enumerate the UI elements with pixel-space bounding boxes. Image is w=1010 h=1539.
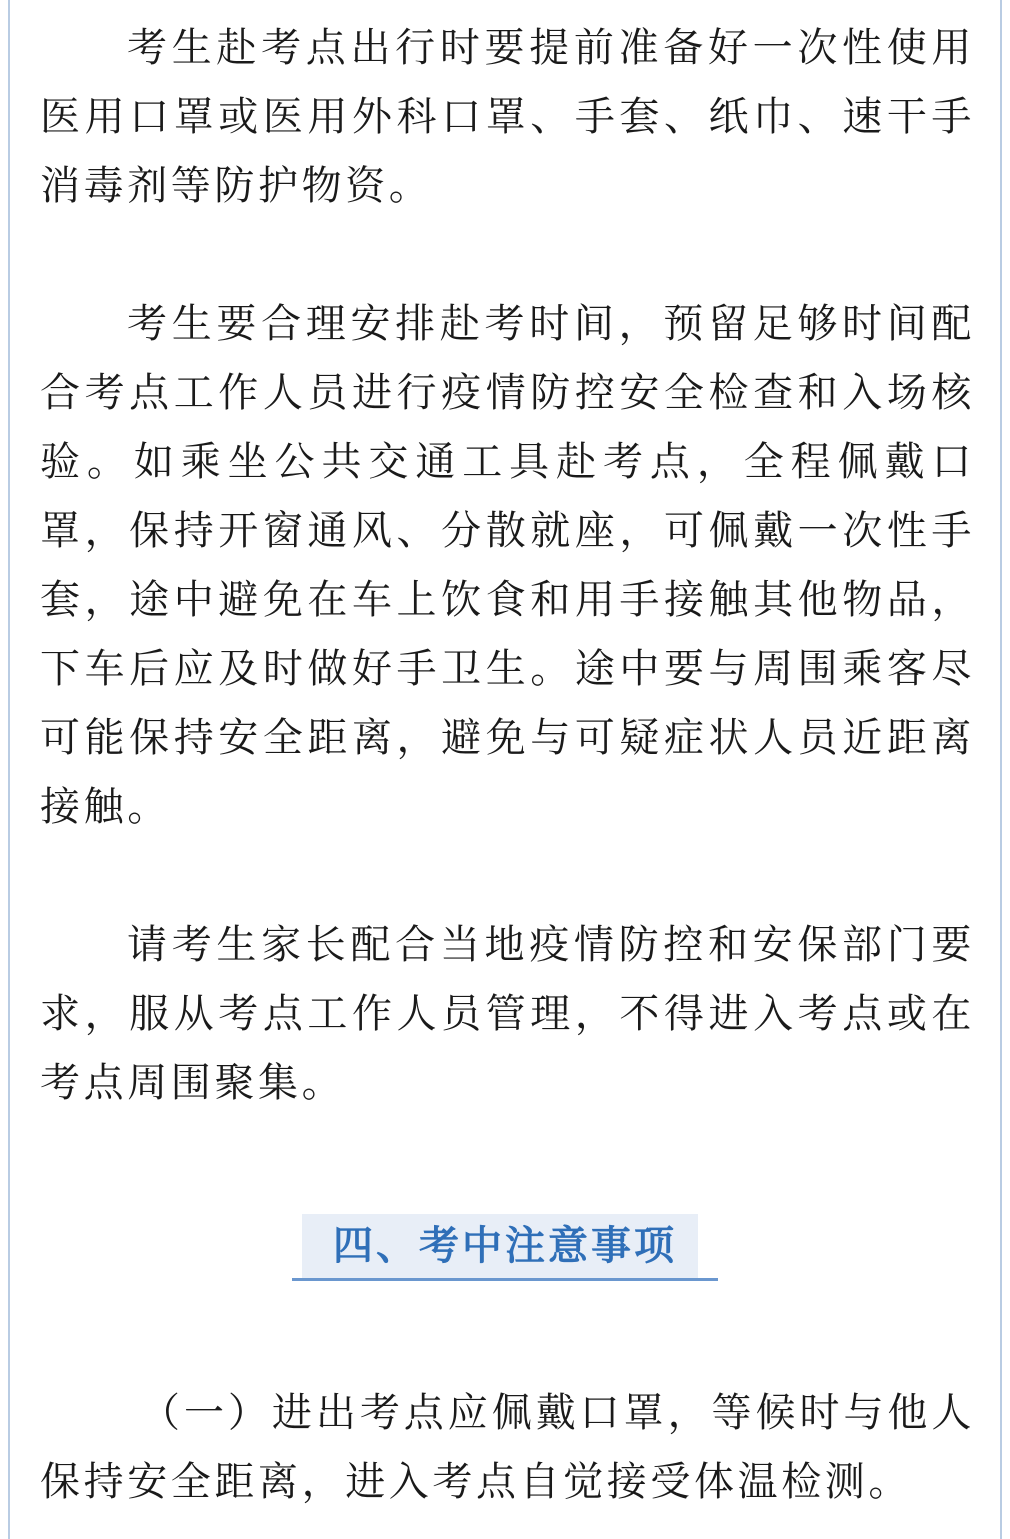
paragraph-travel-supplies: 考生赴考点出行时要提前准备好一次性使用医用口罩或医用外科口罩、手套、纸巾、速干手消毒剂等防护物资。 — [40, 25, 975, 209]
article-body-section-four — [40, 1379, 975, 1517]
section-heading — [292, 1214, 718, 1282]
section-heading-underline — [292, 1278, 718, 1281]
paragraph-travel-arrangement: 考生要合理安排赴考时间，预留足够时间配合考点工作人员进行疫情防控安全检查和入场核验。如乘坐公共交通工具赴考点，全程佩戴口罩，保持开窗通风、分散就座，可佩戴一次性手套，途中避免在车上饮食和用手接触其他物品，下车后应及时做好手卫生。途中要与周围乘客尽可能保持安全距离，避免与可疑症状人员近距离接触。 — [40, 301, 975, 830]
paragraph-entry-mask-rule: （一）进出考点应佩戴口罩，等候时与他人保持安全距离，进入考点自觉接受体温检测。 — [40, 1390, 975, 1505]
section-heading-text: 四、考中注意事项 — [333, 1223, 677, 1269]
left-border-line — [8, 0, 10, 1539]
right-border-line — [1000, 0, 1002, 1539]
article-body — [40, 14, 975, 1118]
paragraph-parents-cooperation: 请考生家长配合当地疫情防控和安保部门要求，服从考点工作人员管理，不得进入考点或在考点周围聚集。 — [40, 922, 975, 1106]
